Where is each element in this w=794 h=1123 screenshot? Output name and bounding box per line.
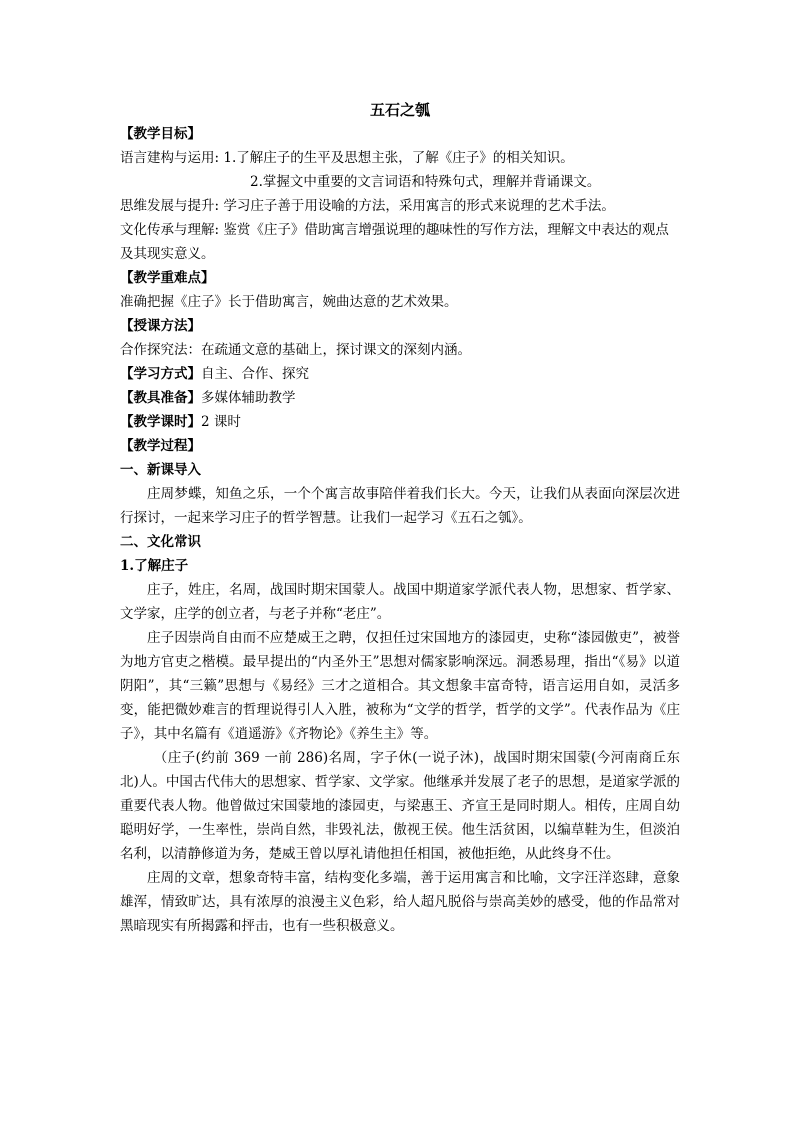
section-2-title: 二、文化常识 (120, 534, 201, 550)
section-1-paragraph: 庄周梦蝶，知鱼之乐，一个个寓言故事陪伴着我们长大。今天，让我们从表面向深层次进行探讨，一起来学习庄子的哲学智慧。让我们一起学习《五石之瓠》。 (120, 486, 680, 526)
process-heading-line (120, 434, 680, 458)
section-2-paragraph-1: 庄子，姓庄，名周，战国时期宋国蒙人。战国中期道家学派代表人物，思想家、哲学家、文学家，庄学的创立者，与老子并称“老庄”。 (120, 582, 680, 622)
key-points-text: 准确把握《庄子》长于借助寓言，婉曲达意的艺术效果。 (120, 294, 458, 310)
hours-text: 2 课时 (201, 414, 241, 430)
key-points-heading-line (120, 266, 680, 290)
page-title: 五石之瓠 (369, 101, 430, 119)
objective-3-label: 文化传承与理解: (120, 222, 220, 238)
method-heading: 【授课方法】 (120, 318, 201, 334)
section-2-paragraph-2: 庄子因崇尚自由而不应楚威王之聘，仅担任过宋国地方的漆园吏，史称“漆园傲吏”，被誉为地方官吏之楷模。最早提出的“内圣外王”思想对儒家影响深远。洞悉易理，指出“《易》以道阴阳”，其“三籁”思想与《易经》三才之道相合。其文想象丰富奇特，语言运用自如，灵活多变，能把微妙难言的哲理说得引人入胜，被称为“文学的哲学，哲学的文学”。代表作品为《庄子》，其中名篇有《逍遥游》《齐物论》《养生主》等。 (120, 630, 680, 742)
section-2-paragraph-3: （庄子(约前 369 一前 286)名周，字子休(一说子沐)，战国时期宋国蒙(今河南商丘东北)人。中国古代伟大的思想家、哲学家、文学家。他继承并发展了老子的思想，是道家学派的重要代表人物。他曾做过宋国蒙地的漆园吏，与梁惠王、齐宣王是同时期人。相传，庄周自幼聪明好学，一生率性，崇尚自然，非毁礼法，傲视王侯。他生活贫困，以编草鞋为生，但淡泊名利，以清静修道为务，楚威王曾以厚礼请他担任相国，被他拒绝，从此终身不仕。 (120, 750, 680, 862)
objective-3-text: 鉴赏《庄子》借助寓言增强说理的趣味性的写作方法，理解文中表达的观点及其现实意义。 (120, 222, 669, 262)
tools-line (120, 386, 680, 410)
document-page (120, 100, 680, 938)
learning-heading: 【学习方式】 (120, 366, 201, 382)
objective-3 (120, 218, 680, 266)
objective-1-label: 语言建构与运用: (120, 150, 220, 166)
tools-text: 多媒体辅助教学 (201, 390, 296, 406)
key-points-heading: 【教学重难点】 (120, 270, 215, 286)
objective-1-text: 1.了解庄子的生平及思想主张，了解《庄子》的相关知识。 (219, 150, 574, 166)
objectives-heading-line (120, 122, 680, 146)
objective-2-text: 学习庄子善于用设喻的方法，采用寓言的形式来说理的艺术手法。 (219, 198, 615, 214)
objective-2-label: 思维发展与提升: (120, 198, 220, 214)
tools-heading: 【教具准备】 (120, 390, 201, 406)
method-text: 合作探究法：在疏通文意的基础上，探讨课文的深刻内涵。 (120, 342, 471, 358)
hours-heading: 【教学课时】 (120, 414, 201, 430)
section-2-paragraph-4: 庄周的文章，想象奇特丰富，结构变化多端，善于运用寓言和比喻，文字汪洋恣肆，意象雄浑，情致旷达，具有浓厚的浪漫主义色彩，给人超凡脱俗与崇高美妙的感受，他的作品常对黑暗现实有所揭露和抨击，也有一些积极意义。 (120, 870, 680, 934)
section-1-title: 一、新课导入 (120, 462, 201, 478)
method-heading-line (120, 314, 680, 338)
objectives-heading: 【教学目标】 (120, 126, 201, 142)
learning-text: 自主、合作、探究 (201, 366, 309, 382)
process-heading: 【教学过程】 (120, 438, 201, 454)
learning-line (120, 362, 680, 386)
objective-2 (120, 194, 680, 218)
objective-1b: 2.掌握文中重要的文言词语和特殊句式，理解并背诵课文。 (250, 174, 601, 190)
section-2-subtitle: 1.了解庄子 (120, 558, 189, 574)
hours-line (120, 410, 680, 434)
objective-1 (120, 146, 680, 170)
